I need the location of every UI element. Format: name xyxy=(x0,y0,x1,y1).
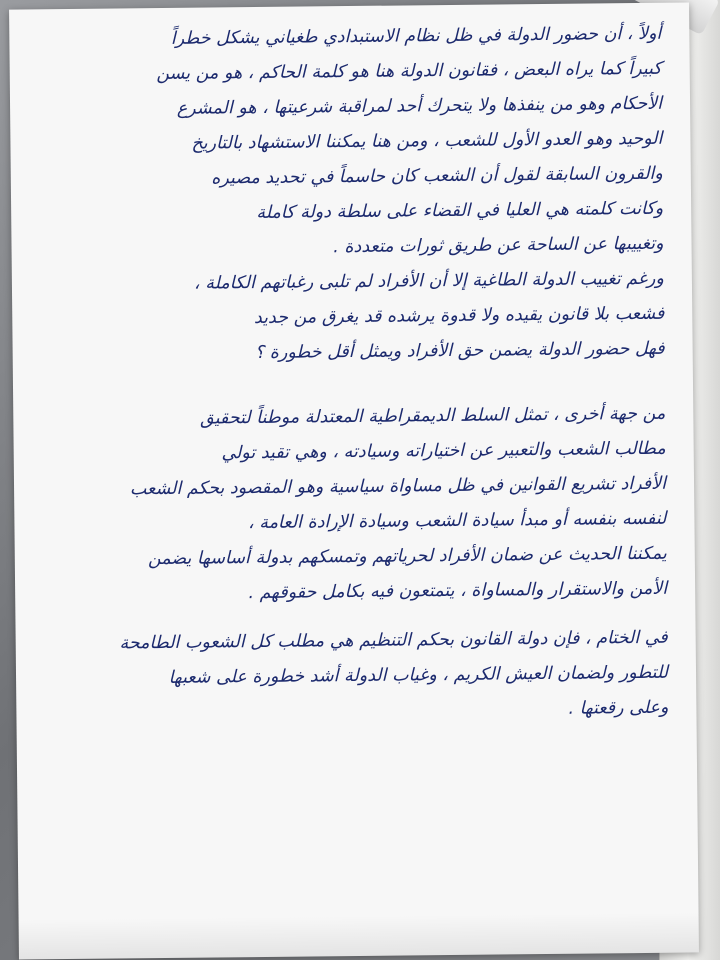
paragraph-2 xyxy=(53,397,667,613)
text-line: الأمن والاستقرار والمساواة ، يتمتعون فيه بكامل حقوقهم . xyxy=(248,578,668,604)
text-line: في الختام ، فإن دولة القانون بحكم التنظيم هي مطلب كل الشعوب الطامحة xyxy=(119,627,668,654)
text-line: لنفسه بنفسه أو مبدأ سيادة الشعب وسيادة الإرادة العامة ، xyxy=(247,508,667,534)
text-line: والقرون السابقة لقول أن الشعب كان حاسماً في تحديد مصيره xyxy=(211,163,663,189)
paragraph-1 xyxy=(49,17,665,373)
text-line: وتغييبها عن الساحة عن طريق ثورات متعددة . xyxy=(333,233,664,258)
text-line: أولاً ، أن حضور الدولة في ظل نظام الاستبدادي طغياني يشكل خطراً xyxy=(170,23,662,49)
text-line: فشعب بلا قانون يقيده ولا قدوة يرشده قد يغرق من جديد xyxy=(253,303,665,329)
handwritten-sheet xyxy=(9,2,699,959)
text-line: للتطور ولضمان العيش الكريم ، وغياب الدولة أشد خطورة على شعبها xyxy=(168,662,669,688)
paragraph-3 xyxy=(56,621,669,732)
text-line: الأفراد تشريع القوانين في ظل مساواة سياسية وهو المقصود بحكم الشعب xyxy=(129,473,667,500)
text-line: ورغم تغييب الدولة الطاغية إلا أن الأفراد لم تلبى رغباتهم الكاملة ، xyxy=(193,268,665,294)
text-line: كبيراً كما يراه البعض ، فقانون الدولة هنا هو كلمة الحاكم ، هو من يسن xyxy=(156,58,662,85)
text-line: الوحيد وهو العدو الأول للشعب ، ومن هنا يمكننا الاستشهاد بالتاريخ xyxy=(191,128,663,154)
text-line: وكانت كلمته هي العليا في القضاء على سلطة دولة كاملة xyxy=(256,198,664,224)
text-line: مطالب الشعب والتعبير عن اختياراته وسيادته ، وهي تقيد تولي xyxy=(221,438,666,464)
text-line: يمكننا الحديث عن ضمان الأفراد لحرياتهم وتمسكهم بدولة أساسها يضمن xyxy=(147,543,667,570)
text-line: فهل حضور الدولة يضمن حق الأفراد ويمثل أقل خطورة ؟ xyxy=(254,338,665,364)
text-line: الأحكام وهو من ينفذها ولا يتحرك أحد لمراقبة شرعيتها ، هو المشرع xyxy=(176,93,663,119)
text-line: من جهة أخرى ، تمثل السلط الديمقراطية المعتدلة موطناً لتحقيق xyxy=(199,403,666,429)
text-line: وعلى رقعتها . xyxy=(568,697,669,719)
